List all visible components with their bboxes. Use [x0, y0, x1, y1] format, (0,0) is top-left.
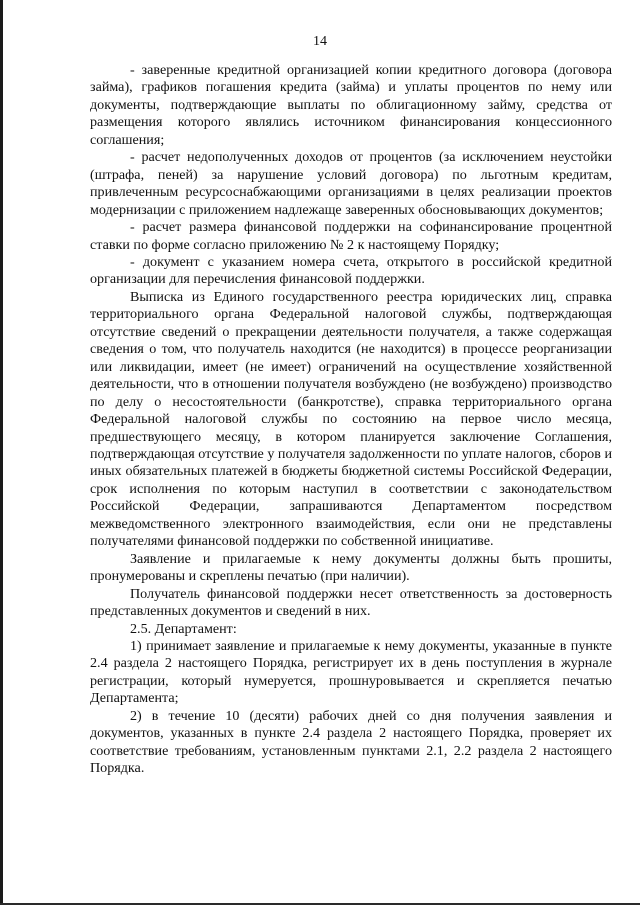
section-heading-2-5: 2.5. Департамент:: [130, 620, 237, 637]
scan-left-edge: [0, 0, 3, 905]
list-item-bank-account-document: - документ с указанием номера счета, открытого в российской кредитной организации для перечисления финансовой поддержки.: [90, 253, 612, 288]
paragraph-registry-extract: Выписка из Единого государственного реестра юридических лиц, справка территориального органа Федеральной налоговой службы, подтверждающая отсутствие сведений о прекращении деятельности получателя, а также содержащая сведения о том, что получатель находится (не находится) в процессе реорганизации или ликвидации, имеет (не имеет) ограничений на осуществление хозяйственной деятельности, что в отношении получателя возбуждено (не возбуждено) производство по делу о несостоятельности (банкротстве), справка территориального органа Федеральной налоговой службы по состоянию на первое число месяца, предшествующего месяцу, в котором планируется заключение Соглашения, подтверждающая отсутствие у получателя задолженности по уплате налогов, сборов и иных обязательных платежей в бюджеты бюджетной системы Российской Федерации, срок исполнения по которым наступил в соответствии с законодательством Российской Федерации, запрашиваются Департаментом посредством межведомственного электронного взаимодействия, если они не представлены получателями финансовой поддержки по собственной инициативе.: [90, 288, 612, 550]
list-item-accepts-application: 1) принимает заявление и прилагаемые к нему документы, указанные в пункте 2.4 раздела 2 настоящего Порядка, регистрирует их в день поступления в журнале регистрации, который нумеруется, прошнуровывается и скрепляется печатью Департамента;: [90, 637, 612, 707]
document-body: [90, 62, 612, 778]
page-number: 14: [313, 34, 327, 49]
list-item-loan-agreement-copies: - заверенные кредитной организацией копии кредитного договора (договора займа), графиков погашения кредита (займа) и уплаты процентов по нему или документы, подтверждающие выплаты по облигационному займу, средства от размещения которого являлись источником финансирования концессионного соглашения;: [90, 62, 612, 148]
list-item-support-amount-calculation: - расчет размера финансовой поддержки на софинансирование процентной ставки по форме согласно приложению № 2 к настоящему Порядку;: [90, 219, 612, 253]
list-item-checks-documents: 2) в течение 10 (десяти) рабочих дней со дня получения заявления и документов, указанных в пункте 2.4 раздела 2 настоящего Порядка, проверяет их соответствие требованиям, установленным пунктами 2.1, 2.2 раздела 2 настоящего Порядка.: [90, 707, 612, 777]
paragraph-documents-binding: Заявление и прилагаемые к нему документы должны быть прошиты, пронумерованы и скреплены печатью (при наличии).: [90, 550, 612, 585]
paragraph-recipient-responsibility: Получатель финансовой поддержки несет ответственность за достоверность представленных документов и сведений в них.: [90, 585, 612, 620]
list-item-lost-income-calculation: - расчет недополученных доходов от процентов (за исключением неустойки (штрафа, пеней) за нарушение условий договора) по льготным кредитам, привлеченным ресурсоснабжающими организациями в целях реализации проектов модернизации с приложением надлежаще заверенных обосновывающих документов;: [90, 149, 612, 218]
